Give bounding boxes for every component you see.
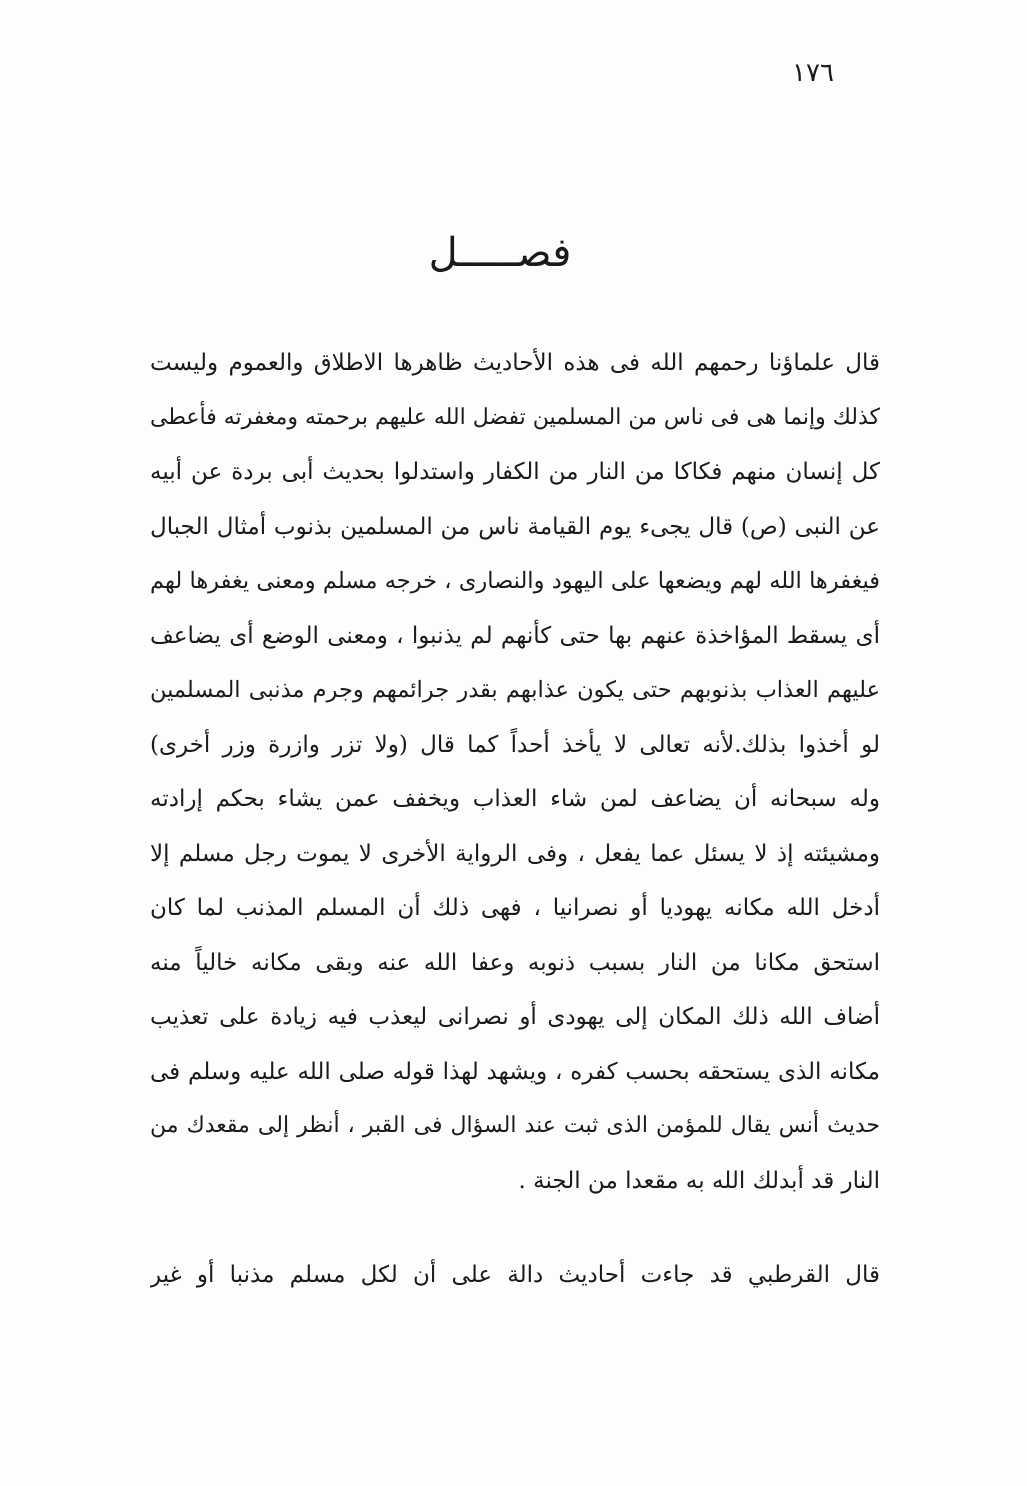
text-line: كل إنسان منهم فكاكا من النار من الكفار واستدلوا بحديث أبى بردة عن أبيه xyxy=(150,459,880,485)
text-line: حديث أنس يقال للمؤمن الذى ثبت عند السؤال فى القبر ، أنظر إلى مقعدك من xyxy=(150,1113,880,1138)
section-title: فصـــــل xyxy=(428,230,572,276)
text-line: وله سبحانه أن يضاعف لمن شاء العذاب ويخفف عمن يشاء بحكم إرادته xyxy=(150,786,880,812)
text-line: ومشيئته إذ لا يسئل عما يفعل ، وفى الرواية الأخرى لا يموت رجل مسلم إلا xyxy=(150,840,880,867)
text-line: عليهم العذاب بذنوبهم حتى يكون عذابهم بقدر جرائمهم وجرم مذنبى المسلمين xyxy=(150,677,880,703)
text-line: فيغفرها الله لهم ويضعها على اليهود والنصارى ، خرجه مسلم ومعنى يغفرها لهم xyxy=(150,568,880,594)
text-line: مكانه الذى يستحقه بحسب كفره ، ويشهد لهذا قوله صلى الله عليه وسلم فى xyxy=(150,1058,880,1085)
text-line: لو أخذوا بذلك.لأنه تعالى لا يأخذ أحداً كما قال (ولا تزر وازرة وزر أخرى) xyxy=(150,731,880,758)
text-line: قال القرطبي قد جاءت أحاديث دالة على أن لكل مسلم مذنبا أو غير xyxy=(150,1262,880,1288)
text-line: أضاف الله ذلك المكان إلى يهودى أو نصرانى ليعذب فيه زيادة على تعذيب xyxy=(150,1004,880,1030)
text-line: قال علماؤنا رحمهم الله فى هذه الأحاديث ظاهرها الاطلاق والعموم وليست xyxy=(150,350,880,376)
text-line: أدخل الله مكانه يهوديا أو نصرانيا ، فهى ذلك أن المسلم المذنب لما كان xyxy=(150,895,880,921)
text-line: كذلك وإنما هى فى ناس من المسلمين تفضل الله عليهم برحمته ومغفرته فأعطى xyxy=(150,404,880,430)
paragraph-second xyxy=(150,1248,880,1303)
text-line: عن النبى (ص) قال يجىء يوم القيامة ناس من المسلمين بذنوب أمثال الجبال xyxy=(150,513,880,540)
text-line: أى يسقط المؤاخذة عنهم بها حتى كأنهم لم يذنبوا ، ومعنى الوضع أى يضاعف xyxy=(150,622,880,649)
text-line: النار قد أبدلك الله به مقعدا من الجنة . xyxy=(518,1167,880,1194)
paragraph-main xyxy=(150,336,880,1208)
page-number: ١٧٦ xyxy=(792,58,834,88)
text-line: استحق مكانا من النار بسبب ذنوبه وعفا الله عنه وبقى مكانه خالياً منه xyxy=(150,949,880,976)
